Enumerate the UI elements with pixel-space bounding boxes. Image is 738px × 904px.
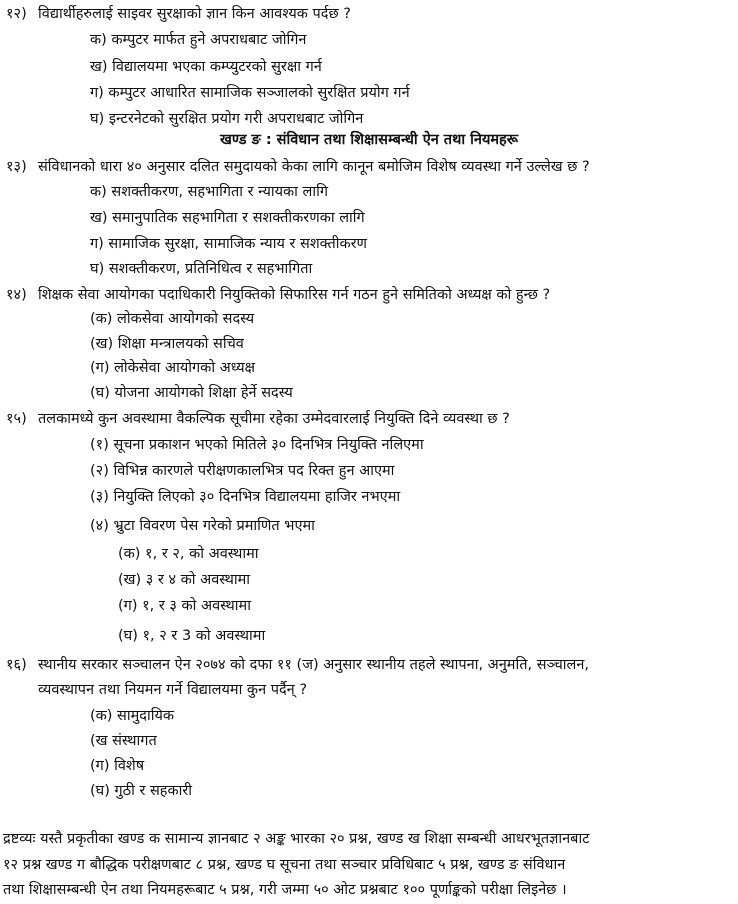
statement-item: (१) सूचना प्रकाशन भएको मितिले ३० दिनभित्र नियुक्ति नलिएमा — [90, 437, 424, 453]
answer-option: ख) समानुपातिक सहभागिता र सशक्तीकरणका लागि — [90, 210, 365, 226]
answer-option: (ग) लोकेसेवा आयोगको अध्यक्ष — [90, 360, 256, 376]
answer-option: ख) विद्यालयमा भएका कम्प्युटरको सुरक्षा गर्न — [90, 59, 322, 75]
question-number: १३) — [6, 159, 27, 175]
answer-option: क) सशक्तीकरण, सहभागिता र न्यायका लागि — [90, 184, 329, 200]
answer-option: क) कम्पुटर मार्फत हुने अपराधबाट जोगिन — [90, 32, 307, 48]
answer-option: (ग) विशेष — [90, 758, 145, 774]
question-text: तलकामध्ये कुन अवस्थामा वैकल्पिक सूचीमा रहेका उम्मेदवारलाई नियुक्ति दिने व्यवस्था छ ? — [38, 411, 510, 427]
answer-option: ग) कम्पुटर आधारित सामाजिक सञ्जालको सुरक्षित प्रयोग गर्न — [90, 85, 410, 101]
statement-item: (३) नियुक्ति लिएको ३० दिनभित्र विद्यालयमा हाजिर नभएमा — [90, 489, 401, 505]
answer-option: (घ) गुठी र सहकारी — [90, 783, 193, 799]
question-number: १५) — [6, 411, 27, 427]
answer-option: (ख संस्थागत — [90, 733, 157, 749]
note-paragraph — [3, 827, 734, 904]
answer-option: घ) इन्टरनेटको सुरक्षित प्रयोग गरी अपराधबाट जोगिन — [90, 111, 364, 127]
answer-option: (घ) १, २ र 3 को अवस्थामा — [118, 628, 266, 644]
question-number: १६) — [6, 657, 27, 673]
answer-option: ग) सामाजिक सुरक्षा, सामाजिक न्याय र सशक्तीकरण — [90, 236, 368, 252]
question-text: व्यवस्थापन तथा नियमन गर्ने विद्यालयमा कुन पर्दैन् ? — [38, 682, 308, 698]
answer-option: (क) १, र २, को अवस्थामा — [118, 546, 259, 562]
statement-item: (२) विभिन्न कारणले परीक्षणकालभित्र पद रिक्त हुन आएमा — [90, 463, 395, 479]
question-text: स्थानीय सरकार सञ्चालन ऐन २०७४ को दफा ११ (ज) अनुसार स्थानीय तहले स्थापना, अनुमति, सञ्चालन, — [38, 657, 590, 673]
answer-option: (ख) शिक्षा मन्त्रालयको सचिव — [90, 336, 244, 352]
note-line: द्रष्टव्यः यस्तै प्रकृतीका खण्ड क सामान्य ज्ञानबाट २ अङ्क भारका २० प्रश्न, खण्ड ख शिक्षा सम्बन्धी आधरभूतज्ञानबाट — [3, 831, 590, 847]
answer-option: घ) सशक्तीकरण, प्रतिनिधित्व र सहभागिता — [90, 261, 313, 277]
answer-option: (ख) ३ र ४ को अवस्थामा — [118, 572, 251, 588]
answer-option: (क) सामुदायिक — [90, 708, 175, 724]
note-line: तथा शिक्षासम्बन्धी ऐन तथा नियमहरूबाट ५ प्रश्न, गरी जम्मा ५० ओट प्रश्नबाट १०० पूर्णाङ्कको परीक्षा लिइनेछ । — [3, 882, 567, 898]
answer-option: (ग) १, र ३ को अवस्थामा — [118, 598, 251, 614]
answer-option: (घ) योजना आयोगको शिक्षा हेर्ने सदस्य — [90, 385, 293, 401]
section-heading: खण्ड ङ : संविधान तथा शिक्षासम्बन्धी ऐन तथा नियमहरू — [219, 132, 518, 148]
question-text: संविधानको धारा ४० अनुसार दलित समुदायको केका लागि कानून बमोजिम विशेष व्यवस्था गर्ने उल्लेख छ ? — [38, 159, 590, 175]
statement-item: (४) भ्रुटा विवरण पेस गरेको प्रमाणित भएमा — [90, 518, 315, 534]
question-text: विद्यार्थीहरुलाई साइवर सुरक्षाको ज्ञान किन आवश्यक पर्दछ ? — [38, 6, 351, 22]
question-number: १२) — [6, 6, 27, 22]
question-number: १४) — [6, 287, 27, 303]
answer-option: (क) लोकसेवा आयोगको सदस्य — [90, 311, 255, 327]
note-line: १२ प्रश्न खण्ड ग बौद्धिक परीक्षणबाट ८ प्रश्न, खण्ड घ सूचना तथा सञ्चार प्रविधिबाट ५ प्रश्न, खण्ड ङ संविधान — [3, 856, 566, 873]
question-text: शिक्षक सेवा आयोगका पदाधिकारी नियुक्तिको सिफारिस गर्न गठन हुने समितिको अध्यक्ष को हुन्छ ? — [38, 287, 551, 303]
